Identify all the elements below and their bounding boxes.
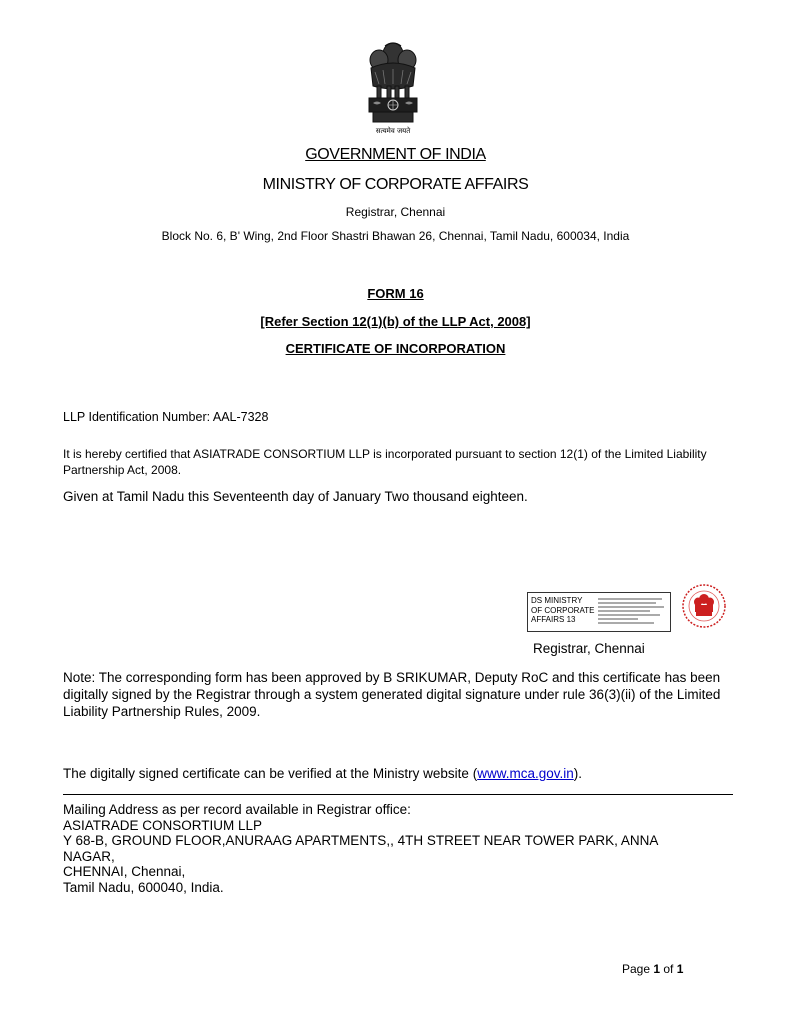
verify-suffix: ). [573, 766, 582, 781]
signature-details-graphic [598, 597, 666, 627]
mca-website-link[interactable]: www.mca.gov.in [477, 766, 574, 781]
page-number [622, 962, 683, 976]
given-statement: Given at Tamil Nadu this Seventeenth day of January Two thousand eighteen. [63, 489, 528, 504]
page-of: of [660, 962, 677, 976]
verify-prefix: The digitally signed certificate can be verified at the Ministry website ( [63, 766, 478, 781]
mailing-heading: Mailing Address as per record available in Registrar office: [63, 802, 411, 817]
page-prefix: Page [622, 962, 654, 976]
ministry-heading: MINISTRY OF CORPORATE AFFAIRS [262, 176, 529, 193]
state-emblem-icon [355, 40, 431, 136]
government-heading: GOVERNMENT OF INDIA [305, 146, 486, 163]
digital-signature-box [527, 592, 671, 632]
signature-label [531, 596, 594, 625]
certification-paragraph: It is hereby certified that ASIATRADE CONSORTIUM LLP is incorporated pursuant to section 12(1) of the Limited Liability Partnership Act, 2008. [63, 447, 707, 477]
red-emblem-seal-icon [681, 583, 727, 629]
mailing-line: Tamil Nadu, 600040, India. [63, 879, 224, 895]
signature-line-2: OF CORPORATE [531, 605, 595, 615]
note-paragraph [63, 669, 753, 720]
signature-line-3: AFFAIRS 13 [531, 615, 576, 624]
note-text: : The corresponding form has been approved by B SRIKUMAR, Deputy RoC and this certificate has been digitally signed by the Registrar through a system generated digital signature under rule 36(3)(ii) of the Limited Liability Partnership Rules, 2009. [63, 670, 721, 719]
registrar-address: Block No. 6, B' Wing, 2nd Floor Shastri Bhawan 26, Chennai, Tamil Nadu, 600034, India [161, 229, 630, 243]
mailing-address [63, 802, 743, 895]
form-reference: [Refer Section 12(1)(b) of the LLP Act, 2008] [260, 314, 531, 329]
mailing-line: ASIATRADE CONSORTIUM LLP [63, 817, 263, 833]
registrar-office: Registrar, Chennai [345, 205, 446, 219]
registrar-signatory: Registrar, Chennai [533, 641, 645, 656]
emblem-motto: सत्यमेव जयते [375, 127, 411, 135]
mailing-line: Y 68-B, GROUND FLOOR,ANURAAG APARTMENTS,, 4TH STREET NEAR TOWER PARK, ANNA [63, 833, 659, 848]
llp-identification-number: LLP Identification Number: AAL-7328 [63, 410, 269, 424]
verification-line [63, 766, 582, 781]
divider [63, 794, 733, 795]
mailing-line: CHENNAI, Chennai, [63, 864, 186, 879]
page-current: 1 [653, 962, 661, 976]
form-title: FORM 16 [367, 286, 424, 301]
signature-line-1: DS MINISTRY [531, 596, 583, 605]
mailing-line: NAGAR, [63, 848, 115, 864]
note-label: Note [63, 670, 92, 685]
certificate-title: CERTIFICATE OF INCORPORATION [285, 341, 506, 356]
page-total: 1 [676, 962, 684, 976]
